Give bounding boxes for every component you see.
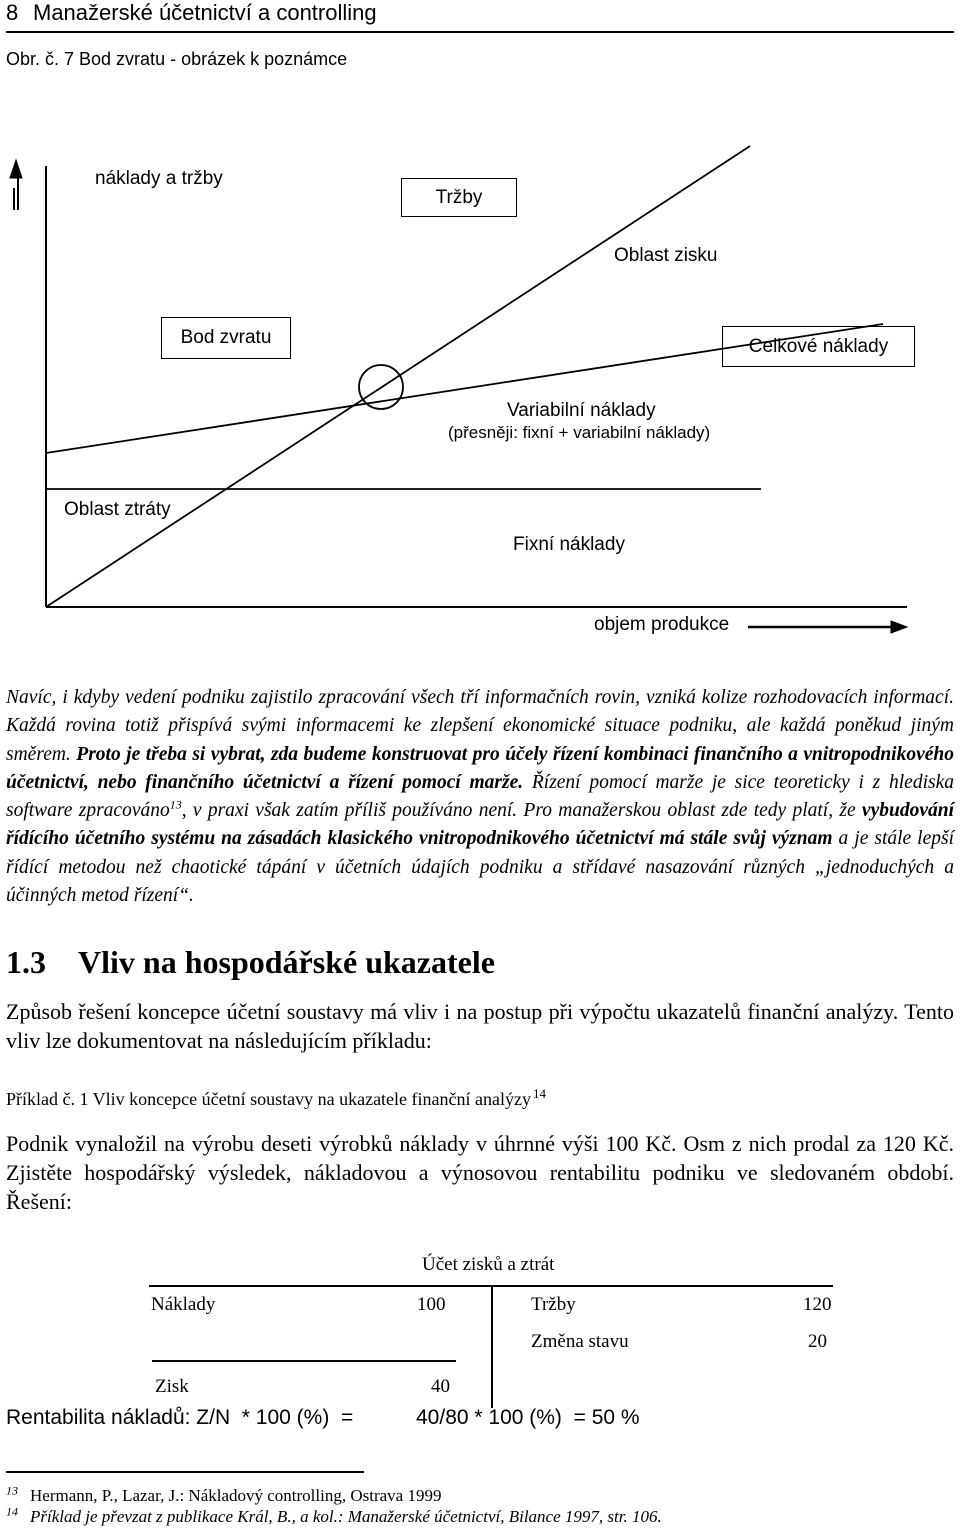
account-sum-rule	[152, 1360, 456, 1362]
revenue-line	[46, 146, 750, 607]
account-row-value: 120	[803, 1294, 832, 1315]
profit-area-label: Oblast zisku	[614, 245, 718, 266]
section-number: 1.3	[6, 944, 46, 980]
footnote-14: $^{14}$ Příklad je převzat z publikace Král, B., a kol.: Manažerské účetnictví, Bilance 1997, str. 106.	[6, 1504, 662, 1526]
total-costs-label-box	[722, 326, 915, 367]
variable-costs-label: Variabilní náklady	[507, 400, 656, 421]
footnote-rule	[6, 1471, 364, 1473]
paragraph-intro: Způsob řešení koncepce účetní soustavy má vliv i na postup při výpočtu ukazatelů finanční analýzy. Tento vliv lze dokumentovat na následujícím příkladu:	[6, 999, 954, 1053]
footnote-13: $^{13}$ Hermann, P., Lazar, J.: Nákladový controlling, Ostrava 1999	[6, 1483, 442, 1505]
account-row-label: Náklady	[151, 1294, 216, 1315]
figure-caption: Obr. č. 7 Bod zvratu - obrázek k poznámce	[6, 49, 348, 69]
x-axis-label: objem produkce	[594, 614, 730, 635]
account-row-value: 40	[431, 1376, 450, 1397]
fixed-costs-label: Fixní náklady	[513, 534, 625, 555]
break-even-label: Bod zvratu	[180, 327, 272, 348]
example-label: Příklad č. 1 Vliv koncepce účetní soustavy na ukazatele finanční analýzy $^{14}$	[6, 1086, 546, 1109]
running-header-title: Manažerské účetnictví a controlling	[33, 0, 377, 25]
account-row-label: Změna stavu	[531, 1331, 629, 1352]
page-number: 8	[6, 0, 19, 25]
account-title: Účet zisků a ztrát	[422, 1254, 555, 1275]
account-row-value: 100	[417, 1294, 446, 1315]
y-axis-label: náklady a tržby	[95, 168, 223, 189]
break-even-label-box	[161, 317, 291, 359]
loss-area-label: Oblast ztráty	[64, 499, 171, 520]
paragraph-decision-conflict: Navíc, i kdyby vedení podniku zajistilo zpracování všech tří informačních rovin, vzniká kolize rozhodovacích informací. Každá rovina totiž přispívá svými informacemi ke zlepšení ekonomické situace podniku, ale každá poněkud jiným směrem. Proto je třeba si vybrat, zda budeme konstruovat pro účely řízení kombinaci finančního a vnitropodnikového účetnictví, nebo finančního účetnictví a řízení pomocí marže. Řízení pomocí marže je sice teoreticky i z hlediska software zpracováno$^{13}$, v praxi však zatím příliš používáno není. Pro manažerskou oblast zde tedy platí, že vybudování řídícího účetního systému na zásadách klasického vnitropodnikového účetnictví má stále svůj význam a je stále lepší řídící metodou než chaotické tápání v účetních údajích podniku a střídavé nasazování různých „jednoduchých a účinných metod řízení“.	[6, 687, 955, 907]
account-row-label: Tržby	[531, 1294, 576, 1315]
revenue-label: Tržby	[435, 186, 483, 208]
formula-lhs: Rentabilita nákladů: Z/N * 100 (%) =	[6, 1406, 354, 1429]
break-even-diagram	[0, 0, 960, 645]
section-title: Vliv na hospodářské ukazatele	[78, 944, 495, 980]
account-row-label: Zisk	[155, 1376, 189, 1397]
formula-rhs: 40/80 * 100 (%) = 50 %	[416, 1406, 640, 1429]
x-axis-arrow-icon	[891, 621, 907, 633]
account-row-value: 20	[808, 1331, 827, 1352]
paragraph-task: Podnik vynaložil na výrobu deseti výrobků náklady v úhrnné výši 100 Kč. Osm z nich prodal za 120 Kč. Zjistěte hospodářský výsledek, nákladovou a výnosovou rentabilitu podniku ve sledovaném období. Řešení:	[6, 1131, 954, 1214]
variable-costs-note: (přesněji: fixní + variabilní náklady)	[448, 423, 711, 442]
revenue-label-box	[401, 178, 517, 217]
total-costs-label: Celkové náklady	[748, 335, 889, 357]
y-axis-arrow-icon	[10, 160, 22, 178]
account-vertical-rule	[491, 1285, 493, 1408]
